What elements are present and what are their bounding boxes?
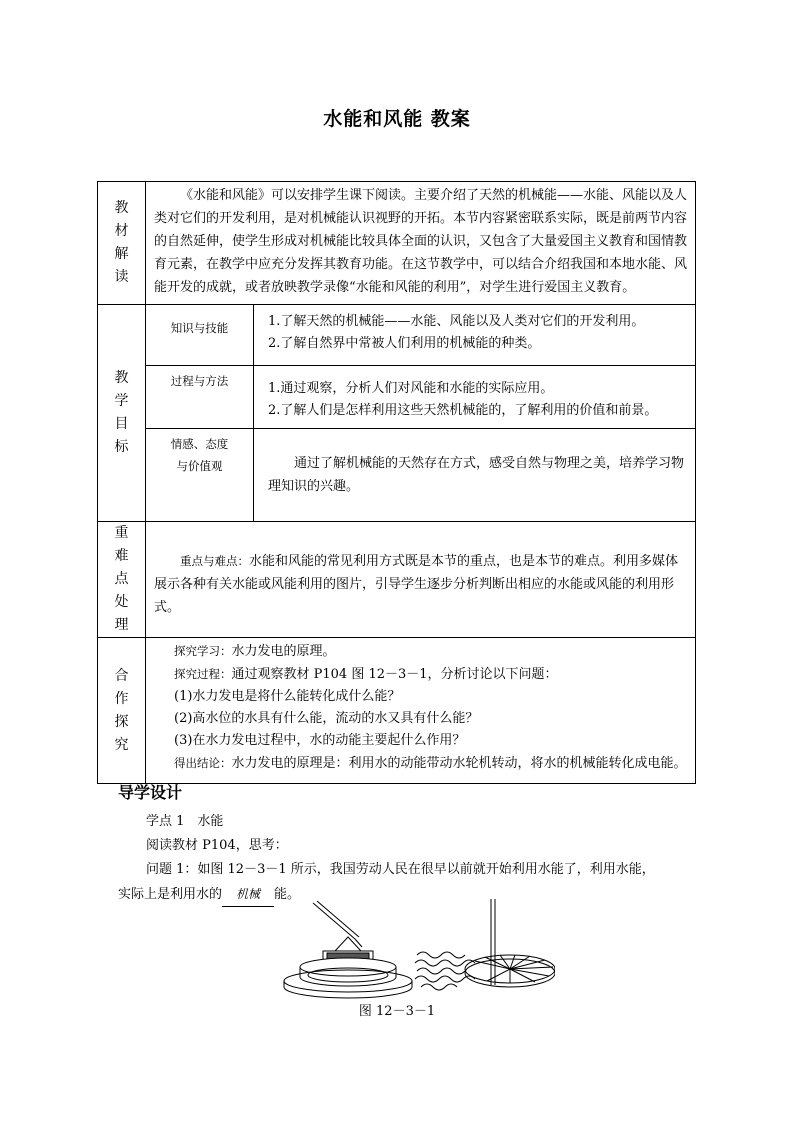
- keypoints-text: 水能和风能的常见利用方式既是本节的重点，也是本节的难点。利用多媒体展示各种有关水能或风能利用的图片，引导学生逐步分析判断出相应的水能或风能的利用形式。: [154, 554, 679, 615]
- conclusion-text: 水力发电的原理是：利用水的动能带动水轮机转动，将水的机械能转化成电能。: [231, 756, 687, 771]
- study-label: 探究学习：: [174, 644, 232, 658]
- row-inquiry: [98, 638, 696, 784]
- process-heading: 探究过程：: [174, 667, 232, 681]
- goals-label: 教学目标: [114, 370, 129, 455]
- process-item-1: 1.通过观察，分析人们对风能和水能的实际应用。: [268, 381, 554, 396]
- document-title: 水能和风能 教案: [323, 108, 471, 130]
- process-label: 过程与方法: [170, 374, 229, 388]
- process-text: 通过观察教材 P104 图 12－3－1，分析讨论以下问题：: [231, 667, 558, 682]
- row-textbook: [98, 182, 696, 305]
- emotion-label-2: 与价值观: [176, 459, 223, 473]
- keypoints-label: 重难点处理: [114, 525, 129, 633]
- knowledge-item-1: 1.了解天然的机械能——水能、风能以及人类对它们的开发利用。: [268, 314, 645, 329]
- row-goals-emotion: [98, 429, 696, 522]
- conclusion-label: 得出结论：: [174, 756, 232, 770]
- row-keypoints: [98, 522, 696, 638]
- question-1: (1)水力发电是将什么能转化成什么能？: [174, 689, 401, 704]
- water-mill-drawing: [284, 901, 412, 998]
- emotion-label-1: 情感、态度: [170, 437, 229, 451]
- study-text: 水力发电的原理。: [231, 644, 336, 659]
- figure-caption: 图 12－3－1: [358, 1004, 436, 1019]
- question-2: (2)高水位的水具有什么能，流动的水又具有什么能？: [174, 711, 479, 726]
- question-1-line2: 实际上是利用水的: [118, 887, 223, 902]
- row-goals-knowledge: [98, 305, 696, 366]
- row-goals-process: [98, 366, 696, 429]
- process-item-2: 2.了解人们是怎样利用这些天然机械能的，了解利用的价值和前景。: [268, 403, 658, 418]
- guide-body: [118, 810, 698, 907]
- waterwheel-figure: [265, 897, 555, 999]
- question-3: (3)在水力发电过程中，水的动能主要起什么作用？: [174, 733, 466, 748]
- knowledge-label: 知识与技能: [170, 321, 229, 335]
- knowledge-item-2: 2.了解自然界中常被人们利用的机械能的种类。: [268, 336, 541, 351]
- textbook-label: 教材解读: [114, 200, 129, 285]
- emotion-text: 通过了解机械能的天然存在方式，感受自然与物理之美，培养学习物理知识的兴趣。: [268, 456, 685, 494]
- guide-heading: 导学设计: [118, 783, 183, 802]
- lesson-plan-table: [97, 181, 696, 784]
- water-wheel-drawing: [415, 899, 555, 990]
- answer-blank: 机械: [222, 882, 274, 907]
- question-1-text: 问题 1：如图 12－3－1 所示，我国劳动人民在很早以前就开始利用水能了，利用水能，: [146, 862, 655, 877]
- read-instruction: 阅读教材 P104，思考：: [146, 838, 288, 853]
- inquiry-label: 合作探究: [114, 667, 129, 753]
- textbook-text: 《水能和风能》可以安排学生课下阅读。主要介绍了天然的机械能——水能、风能以及人类对它们的开发利用，是对机械能认识视野的开拓。本节内容紧密联系实际，既是前两节内容的自然延伸，使学生形成对机械能比较具体全面的认识，又包含了大量爱国主义教育和国情教育元素，在教学中应充分发挥其教育功能。在这节教学中，可以结合介绍我国和本地水能、风能开发的成就，或者放映教学录像“水能和风能的利用”，对学生进行爱国主义教育。: [154, 188, 688, 295]
- keypoints-prefix: 重点与难点：: [180, 554, 249, 568]
- study-point: 学点 1 水能: [146, 814, 224, 829]
- question-1-end: 能。: [274, 887, 301, 902]
